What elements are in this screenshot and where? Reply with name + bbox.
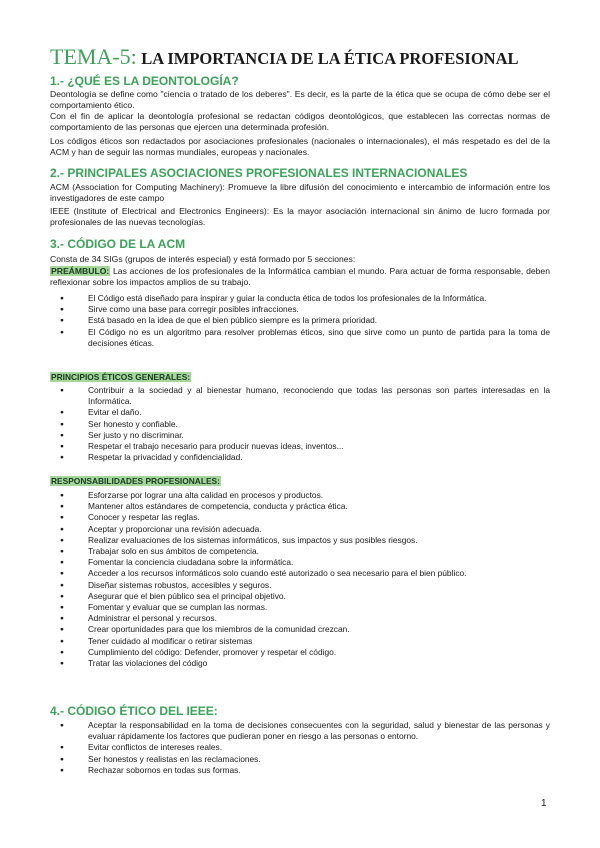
list-item: ● Respetar el trabajo necesario para producir nuevas ideas, inventos... — [50, 441, 550, 452]
title-tema: TEMA-5: — [50, 44, 137, 69]
list-item: ● Acceder a los recursos informáticos solo cuando esté autorizado o sea necesario para el bien público. — [50, 568, 550, 579]
responsabilidades-heading — [50, 476, 221, 487]
ieee-list — [50, 720, 550, 776]
responsabilidades-label: RESPONSABILIDADES PROFESIONALES: — [51, 476, 220, 486]
list-item: ● Rechazar sobornos en todas sus formas. — [50, 765, 550, 776]
s2-paragraph-acm: ACM (Association for Computing Machinery): Promueve la libre difusión del conocimiento e intercambio de información entre los investigadores de este campo — [50, 182, 550, 204]
list-item: ● Evitar conflictos de intereses reales. — [50, 742, 550, 753]
list-item: ● Tener cuidado al modificar o retirar sistemas — [50, 636, 550, 647]
list-item: ● Diseñar sistemas robustos, accesibles y seguros. — [50, 580, 550, 591]
section-1-heading: 1.- ¿QUÉ ES LA DEONTOLOGÍA? — [50, 74, 239, 88]
responsabilidades-list — [50, 490, 550, 669]
list-item: ● Sirve como una base para corregir posibles infracciones. — [50, 304, 550, 315]
list-item: ● Fomentar y evaluar que se cumplan las normas. — [50, 602, 550, 613]
list-item: ● El Código no es un algoritmo para resolver problemas éticos, sino que sirve como un punto de partida para la toma de decisiones éticas. — [50, 327, 550, 349]
list-item: ● Esforzarse por lograr una alta calidad en procesos y productos. — [50, 490, 550, 501]
principios-label: PRINCIPIOS ÉTICOS GENERALES: — [51, 372, 191, 382]
list-item: ● Ser justo y no discriminar. — [50, 430, 550, 441]
list-item: ● Cumplimiento del código: Defender, promover y respetar el código. — [50, 647, 550, 658]
list-item: ● Trabajar solo en sus ámbitos de competencia. — [50, 546, 550, 557]
preambulo-label: PREÁMBULO: — [51, 266, 110, 276]
section-2-heading: 2.- PRINCIPALES ASOCIACIONES PROFESIONALES INTERNACIONALES — [50, 166, 468, 180]
list-item: ● Ser honestos y realistas en las reclamaciones. — [50, 754, 550, 765]
list-item: ● El Código está diseñado para inspirar y guiar la conducta ética de todos los profesionales de la Informática. — [50, 293, 550, 304]
list-item: ● Está basado en la idea de que el bien público siempre es la primera prioridad. — [50, 315, 550, 326]
page-number: 1 — [541, 798, 547, 809]
principios-heading — [50, 372, 191, 383]
list-item: ● Tratar las violaciones del código — [50, 658, 550, 669]
list-item: ● Contribuir a la sociedad y al bienestar humano, reconociendo que todas las personas son partes interesadas en la Informática. — [50, 385, 550, 407]
list-item: ● Aceptar y proporcionar una revisión adecuada. — [50, 524, 550, 535]
s3-intro: Consta de 34 SIGs (grupos de interés especial) y está formado por 5 secciones: — [50, 254, 356, 264]
s1-paragraph-2: Con el fin de aplicar la deontología profesional se redactan códigos deontológicos, que establecen las correctas normas de comportamiento de las personas que ejercen una determinada profesión. — [50, 111, 550, 133]
list-item: ● Realizar evaluaciones de los sistemas informáticos, sus impactos y sus posibles riesgos. — [50, 535, 550, 546]
list-item: ● Ser honesto y confiable. — [50, 419, 550, 430]
list-item: ● Fomentar la conciencia ciudadana sobre la informática. — [50, 557, 550, 568]
preambulo-paragraph — [50, 266, 550, 288]
list-item: ● Crear oportunidades para que los miembros de la comunidad crezcan. — [50, 624, 550, 635]
list-item: ● Administrar el personal y recursos. — [50, 613, 550, 624]
s1-paragraph-3: Los códigos éticos son redactados por asociaciones profesionales (nacionales o internacionales), el más respetado es del de la ACM y han de seguir las normas mundiales, europeas y nacionales. — [50, 136, 550, 158]
list-item: ● Respetar la privacidad y confidencialidad. — [50, 452, 550, 463]
list-item: ● Asegurar que el bien público sea el principal objetivo. — [50, 591, 550, 602]
preambulo-list — [50, 293, 550, 349]
list-item: ● Conocer y respetar las reglas. — [50, 512, 550, 523]
s1-paragraph-1: Deontología se define como "ciencia o tratado de los deberes". Es decir, es la parte de la ética que se ocupa de cómo debe ser el comportamiento ético. — [50, 89, 550, 111]
section-4-heading: 4.- CÓDIGO ÉTICO DEL IEEE: — [50, 704, 218, 718]
list-item: ● Evitar el daño. — [50, 407, 550, 418]
s2-paragraph-ieee: IEEE (Institute of Electrical and Electronics Engineers): Es la mayor asociación internacional sin ánimo de lucro formada por profesionales de las nuevas tecnologías. — [50, 206, 550, 228]
page-title — [50, 44, 519, 70]
preambulo-text: Las acciones de los profesionales de la Informática cambian el mundo. Para actuar de forma responsable, deben reflexionar sobre los impactos amplios de su trabajo. — [50, 266, 550, 288]
section-3-heading: 3.- CÓDIGO DE LA ACM — [50, 237, 186, 251]
principios-list — [50, 385, 550, 463]
title-text: LA IMPORTANCIA DE LA ÉTICA PROFESIONAL — [141, 49, 519, 68]
list-item: ● Aceptar la responsabilidad en la toma de decisiones consecuentes con la seguridad, salud y bienestar de las personas y evaluar rápidamente los factores que pudieran poner en riesgo a las personas o entorno. — [50, 720, 550, 742]
list-item: ● Mantener altos estándares de competencia, conducta y práctica ética. — [50, 501, 550, 512]
